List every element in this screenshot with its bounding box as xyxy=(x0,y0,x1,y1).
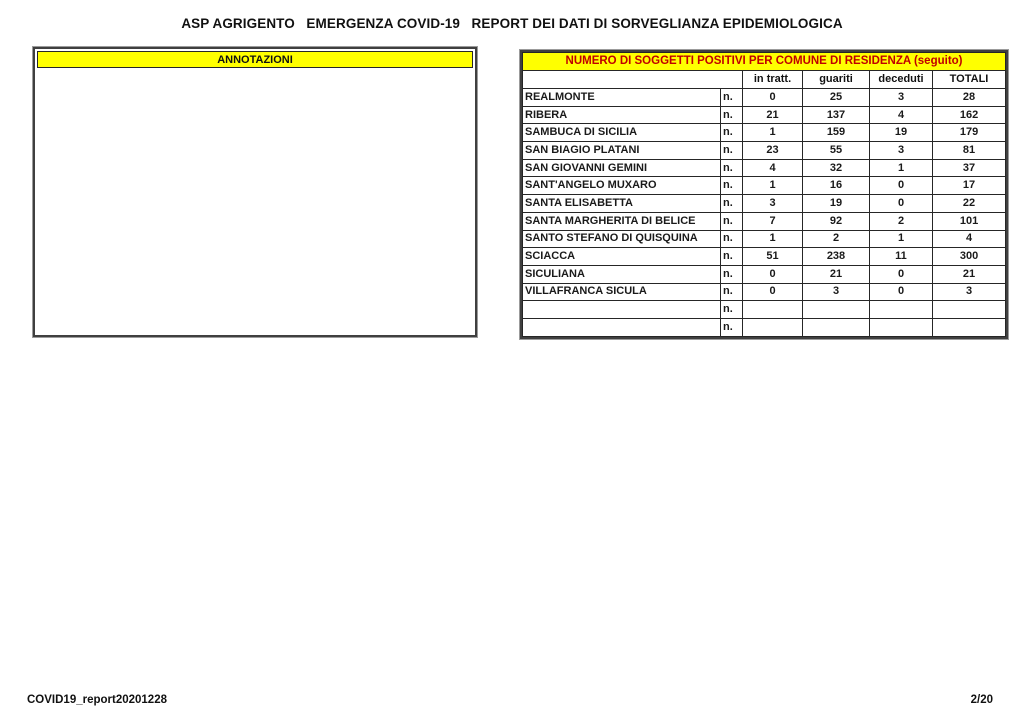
in-tratt-cell: 7 xyxy=(743,212,803,230)
unit-label: n. xyxy=(721,195,743,213)
unit-label: n. xyxy=(721,301,743,319)
deceduti-cell: 3 xyxy=(870,89,933,107)
annotations-header: ANNOTAZIONI xyxy=(37,51,473,68)
table-row xyxy=(523,124,1006,142)
in-tratt-cell: 3 xyxy=(743,195,803,213)
in-tratt-cell: 1 xyxy=(743,124,803,142)
comune-cell: SAN GIOVANNI GEMINI xyxy=(523,159,721,177)
table-row xyxy=(523,265,1006,283)
guariti-cell: 3 xyxy=(803,283,870,301)
in-tratt-cell: 0 xyxy=(743,283,803,301)
guariti-cell: 92 xyxy=(803,212,870,230)
comune-cell: SCIACCA xyxy=(523,248,721,266)
table-row xyxy=(523,177,1006,195)
table-row xyxy=(523,283,1006,301)
annotations-body xyxy=(35,70,475,333)
unit-label: n. xyxy=(721,248,743,266)
unit-label: n. xyxy=(721,124,743,142)
in-tratt-cell xyxy=(743,318,803,336)
unit-label: n. xyxy=(721,230,743,248)
comune-cell: SAN BIAGIO PLATANI xyxy=(523,142,721,160)
column-header-in-tratt: in tratt. xyxy=(743,71,803,89)
footer-filename: COVID19_report20201228 xyxy=(27,694,167,706)
unit-label: n. xyxy=(721,106,743,124)
deceduti-cell: 19 xyxy=(870,124,933,142)
guariti-cell: 159 xyxy=(803,124,870,142)
deceduti-cell: 3 xyxy=(870,142,933,160)
totali-cell: 101 xyxy=(933,212,1006,230)
guariti-cell: 32 xyxy=(803,159,870,177)
comune-cell: SANTO STEFANO DI QUISQUINA xyxy=(523,230,721,248)
comune-cell: SANT'ANGELO MUXARO xyxy=(523,177,721,195)
totali-cell: 21 xyxy=(933,265,1006,283)
table-row xyxy=(523,230,1006,248)
annotations-box xyxy=(33,47,477,337)
comune-cell xyxy=(523,301,721,319)
deceduti-cell: 0 xyxy=(870,283,933,301)
totali-cell: 17 xyxy=(933,177,1006,195)
in-tratt-cell: 0 xyxy=(743,265,803,283)
totali-cell xyxy=(933,301,1006,319)
in-tratt-cell: 0 xyxy=(743,89,803,107)
deceduti-cell: 11 xyxy=(870,248,933,266)
comune-cell: SANTA ELISABETTA xyxy=(523,195,721,213)
guariti-cell: 2 xyxy=(803,230,870,248)
in-tratt-cell: 23 xyxy=(743,142,803,160)
totali-cell: 179 xyxy=(933,124,1006,142)
column-header-deceduti: deceduti xyxy=(870,71,933,89)
totali-cell: 300 xyxy=(933,248,1006,266)
positives-by-comune-table xyxy=(520,50,1008,339)
totali-cell: 22 xyxy=(933,195,1006,213)
column-header-guariti: guariti xyxy=(803,71,870,89)
comune-cell: RIBERA xyxy=(523,106,721,124)
table-row xyxy=(523,248,1006,266)
in-tratt-cell: 51 xyxy=(743,248,803,266)
unit-label: n. xyxy=(721,177,743,195)
guariti-cell: 19 xyxy=(803,195,870,213)
in-tratt-cell: 1 xyxy=(743,230,803,248)
table-row xyxy=(523,301,1006,319)
comune-cell: VILLAFRANCA SICULA xyxy=(523,283,721,301)
comune-cell: REALMONTE xyxy=(523,89,721,107)
guariti-cell: 21 xyxy=(803,265,870,283)
totali-cell: 37 xyxy=(933,159,1006,177)
comune-cell xyxy=(523,318,721,336)
deceduti-cell: 0 xyxy=(870,265,933,283)
unit-label: n. xyxy=(721,159,743,177)
deceduti-cell xyxy=(870,318,933,336)
table-title-row xyxy=(523,53,1006,71)
in-tratt-cell: 1 xyxy=(743,177,803,195)
unit-label: n. xyxy=(721,212,743,230)
column-header-comune xyxy=(523,71,743,89)
comune-cell: SAMBUCA DI SICILIA xyxy=(523,124,721,142)
table-title: NUMERO DI SOGGETTI POSITIVI PER COMUNE DI RESIDENZA (seguito) xyxy=(523,53,1006,71)
guariti-cell: 55 xyxy=(803,142,870,160)
guariti-cell xyxy=(803,318,870,336)
comune-cell: SICULIANA xyxy=(523,265,721,283)
table-body xyxy=(523,89,1006,337)
deceduti-cell: 2 xyxy=(870,212,933,230)
comune-cell: SANTA MARGHERITA DI BELICE xyxy=(523,212,721,230)
in-tratt-cell: 4 xyxy=(743,159,803,177)
deceduti-cell: 1 xyxy=(870,159,933,177)
table-row xyxy=(523,195,1006,213)
deceduti-cell: 1 xyxy=(870,230,933,248)
column-header-totali: TOTALI xyxy=(933,71,1006,89)
in-tratt-cell: 21 xyxy=(743,106,803,124)
footer-page-number: 2/20 xyxy=(970,694,993,706)
table-row xyxy=(523,318,1006,336)
guariti-cell: 137 xyxy=(803,106,870,124)
unit-label: n. xyxy=(721,283,743,301)
data-table xyxy=(522,52,1006,337)
totali-cell xyxy=(933,318,1006,336)
totali-cell: 3 xyxy=(933,283,1006,301)
totali-cell: 81 xyxy=(933,142,1006,160)
unit-label: n. xyxy=(721,89,743,107)
deceduti-cell xyxy=(870,301,933,319)
unit-label: n. xyxy=(721,265,743,283)
deceduti-cell: 0 xyxy=(870,177,933,195)
table-row xyxy=(523,159,1006,177)
deceduti-cell: 4 xyxy=(870,106,933,124)
guariti-cell xyxy=(803,301,870,319)
column-header-row xyxy=(523,71,1006,89)
totali-cell: 4 xyxy=(933,230,1006,248)
in-tratt-cell xyxy=(743,301,803,319)
table-row xyxy=(523,106,1006,124)
table-row xyxy=(523,142,1006,160)
page-title: ASP AGRIGENTO EMERGENZA COVID-19 REPORT DEI DATI DI SORVEGLIANZA EPIDEMIOLOGICA xyxy=(181,16,843,31)
guariti-cell: 25 xyxy=(803,89,870,107)
deceduti-cell: 0 xyxy=(870,195,933,213)
unit-label: n. xyxy=(721,318,743,336)
totali-cell: 162 xyxy=(933,106,1006,124)
table-row xyxy=(523,89,1006,107)
guariti-cell: 238 xyxy=(803,248,870,266)
unit-label: n. xyxy=(721,142,743,160)
totali-cell: 28 xyxy=(933,89,1006,107)
table-row xyxy=(523,212,1006,230)
guariti-cell: 16 xyxy=(803,177,870,195)
